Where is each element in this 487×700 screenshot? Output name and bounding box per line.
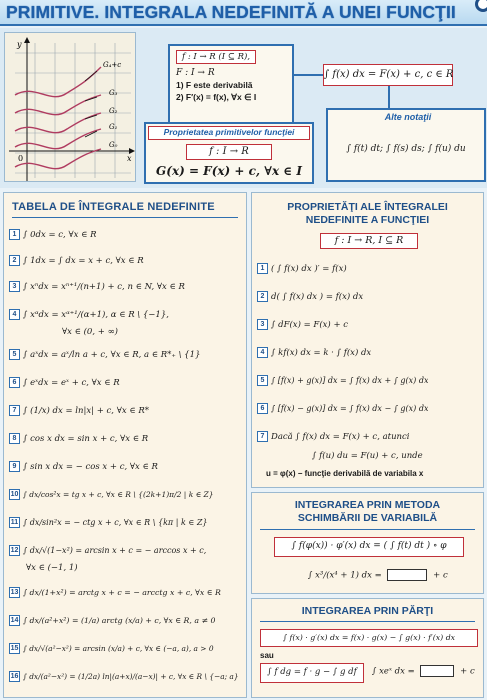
property-row: [252, 375, 485, 386]
row-number: 2: [9, 255, 20, 266]
table-row: [4, 309, 248, 320]
row-number: 5: [9, 349, 20, 360]
table-row: [4, 643, 248, 654]
formula: ( ∫ f(x) dx )′ = f(x): [271, 263, 347, 274]
alternate-notations-text: ∫ f(t) dt; ∫ f(s) ds; ∫ f(u) du: [346, 144, 466, 154]
property-row: [252, 347, 485, 358]
formula: d( ∫ f(x) dx ) = f(x) dx: [271, 291, 364, 302]
formula: ∫ dx/√(1−x²) = arcsin x + c = − arccos x + c,: [23, 546, 207, 555]
row-number: 3: [257, 319, 268, 330]
definition-domain: f : I → R (I ⊆ R),: [176, 50, 256, 64]
table-row: [4, 587, 248, 598]
formula: ∫ sin x dx = − cos x + c, ∀x ∈ R: [23, 461, 158, 472]
title-underline: [260, 529, 475, 530]
row-number: 12: [10, 547, 19, 554]
substitution-example: [308, 569, 448, 581]
table-row: [4, 671, 248, 682]
page-title: PRIMITIVE. INTEGRALA NEDEFINITĂ A UNEI FUNCŢII: [6, 2, 456, 22]
table-row: [4, 281, 248, 292]
properties-domain: f : I → R, I ⊆ R: [320, 233, 418, 249]
primitive-properties-formula: G(x) = F(x) + c, ∀x ∈ I: [156, 164, 302, 178]
table-row: [4, 433, 248, 444]
graph-svg: [5, 33, 137, 183]
row-number: 15: [10, 645, 19, 652]
alternate-notations-title: Alte notaţii: [384, 112, 432, 122]
property-row: [252, 403, 485, 414]
curve-g0: [15, 149, 101, 169]
properties-title: NEDEFINITE A FUNCŢIEI: [305, 214, 430, 226]
example-left: ∫ xeˣ dx =: [372, 666, 415, 677]
formula: ∫ xᵅdx = xᵅ⁺¹/(α+1), α ∈ R \ {−1},: [23, 309, 169, 320]
property-row: [252, 319, 485, 330]
row-number: 4: [9, 309, 20, 320]
example-right: + c: [433, 570, 448, 581]
top-section: [0, 28, 487, 188]
primitive-properties-title: Proprietatea primitivelor funcţiei: [148, 126, 310, 140]
definition-line: 1) F este derivabilă: [176, 80, 253, 90]
x-axis-label: x: [127, 154, 132, 163]
formula: ∫ [f(x) + g(x)] dx = ∫ f(x) dx + ∫ g(x) dx: [271, 376, 429, 385]
row-number: 10: [10, 491, 19, 498]
formula: ∫ aˣdx = aˣ/ln a + c, ∀x ∈ R, a ∈ R*₊ \ {1}: [23, 349, 201, 360]
table-row: [4, 377, 248, 388]
primitive-properties-domain: f : I → R: [186, 144, 272, 160]
row-number: 6: [9, 377, 20, 388]
title-underline: [12, 217, 238, 218]
curve-g3: [15, 95, 101, 115]
definition-line: 2) F′(x) = f(x), ∀x ∈ I: [176, 92, 257, 102]
integrals-table-panel: [3, 192, 247, 698]
formula: ∫ dx/(1+x²) = arctg x + c = − arcctg x + c, ∀x ∈ R: [23, 588, 221, 597]
curve-g4: [15, 67, 101, 97]
formula: ∫ eˣdx = eˣ + c, ∀x ∈ R: [23, 377, 120, 388]
row-number: 1: [9, 229, 20, 240]
parts-example: [372, 665, 475, 677]
formula: ∫ kf(x) dx = k · ∫ f(x) dx: [271, 347, 372, 358]
row-number: 14: [10, 617, 19, 624]
example-right: + c: [460, 666, 475, 677]
formula: ∫ (1/x) dx = ln|x| + c, ∀x ∈ R*: [23, 405, 149, 416]
answer-blank: [387, 569, 427, 581]
parts-formula-short: ∫ f dg = f · g − ∫ g df: [260, 663, 364, 683]
y-axis-label: y: [17, 40, 22, 49]
properties-panel: [251, 192, 484, 488]
title-underline: [260, 621, 475, 622]
row-number: 7: [257, 431, 268, 442]
substitution-panel: [251, 492, 484, 594]
table-row: [4, 349, 248, 360]
table-row: [4, 461, 248, 472]
row-number: 5: [257, 375, 268, 386]
curve-g2: [15, 113, 101, 133]
substitution-title: SCHIMBĂRII DE VARIABILĂ: [297, 512, 438, 524]
row-number: 1: [257, 263, 268, 274]
row-number: 11: [10, 519, 19, 526]
formula: ∫ dx/(a²+x²) = (1/a) arctg (x/a) + c, ∀x ∈ R, a ≠ 0: [23, 616, 216, 625]
curve-label: G₄+c: [103, 61, 122, 69]
property-condition: ∫ f(u) du = F(u) + c, unde: [312, 451, 423, 461]
integral-definition: ∫ f(x) dx = F(x) + c, c ∈ R: [323, 64, 453, 86]
formula: ∫ [f(x) − g(x)] dx = ∫ f(x) dx − ∫ g(x) dx: [271, 404, 429, 413]
row-number: 4: [257, 347, 268, 358]
row-number: 8: [9, 433, 20, 444]
parts-or-label: sau: [260, 651, 274, 660]
formula: ∫ dx/√(a²−x²) = arcsin (x/a) + c, ∀x ∈ (−a, a), a > 0: [23, 644, 214, 653]
parts-title: INTEGRAREA PRIN PĂRŢI: [301, 605, 434, 617]
curve-label: G₀: [109, 141, 118, 149]
formula-condition: ∀x ∈ (0, + ∞): [62, 327, 118, 337]
table-row: [4, 615, 248, 626]
table-row: [4, 517, 248, 528]
property-row: [252, 263, 485, 274]
row-number: 2: [257, 291, 268, 302]
substitution-formula: ∫ f(φ(x)) · φ′(x) dx = ( ∫ f(t) dt ) ∘ φ: [274, 537, 464, 557]
header-bar: [0, 0, 487, 26]
curve-label: G₂: [109, 107, 118, 115]
curve-label: G₃: [109, 89, 118, 97]
parts-panel: [251, 598, 484, 698]
property-row: [252, 291, 485, 302]
formula: ∫ dF(x) = F(x) + c: [271, 319, 349, 330]
row-number: 16: [10, 673, 19, 680]
formula: ∫ dx/cos²x = tg x + c, ∀x ∈ R \ {(2k+1)π/2 | k ∈ Z}: [23, 490, 214, 499]
row-number: 13: [10, 589, 19, 596]
formula: ∫ 0dx = c, ∀x ∈ R: [23, 229, 97, 240]
row-number: 7: [9, 405, 20, 416]
connector-line: [294, 74, 323, 76]
answer-blank: [420, 665, 454, 677]
row-number: 6: [257, 403, 268, 414]
connector-line: [388, 86, 390, 108]
formula: Dacă ∫ f(x) dx = F(x) + c, atunci: [271, 431, 410, 442]
definition-line: F : I → R: [176, 68, 215, 78]
formula-condition: ∀x ∈ (−1, 1): [26, 563, 78, 573]
formula: ∫ dx/sin²x = − ctg x + c, ∀x ∈ R \ {kπ | k ∈ Z}: [23, 518, 208, 527]
table-row: [4, 489, 248, 500]
properties-title: PROPRIETĂŢI ALE ÎNTEGRALEI: [287, 201, 448, 213]
table-row: [4, 229, 248, 240]
property-condition: u = φ(x) − funcţie derivabilă de variabila x: [266, 469, 424, 478]
alternate-notations-box: [326, 108, 486, 182]
curve-label: G₁: [109, 123, 118, 131]
table-row: [4, 255, 248, 266]
substitution-title: INTEGRAREA PRIN METODA: [294, 499, 441, 511]
table-row: [4, 405, 248, 416]
parts-formula: ∫ f(x) · g′(x) dx = f(x) · g(x) − ∫ g(x) · f′(x) dx: [260, 629, 478, 647]
row-number: 9: [9, 461, 20, 472]
formula: ∫ dx/(a²−x²) = (1/2a) ln|(a+x)/(a−x)| + c, ∀x ∈ R \ {−a; a}: [23, 672, 239, 681]
integrals-table-title: TABELA DE ÎNTEGRALE NEDEFINITE: [12, 201, 215, 213]
formula: ∫ cos x dx = sin x + c, ∀x ∈ R: [23, 433, 149, 444]
origin-label: 0: [18, 154, 24, 163]
property-row: [252, 431, 485, 442]
primitives-graph: [4, 32, 136, 182]
table-row: [4, 545, 248, 556]
example-left: ∫ x³/(x⁴ + 1) dx =: [308, 570, 382, 581]
formula: ∫ 1dx = ∫ dx = x + c, ∀x ∈ R: [23, 255, 144, 266]
primitive-properties-box: [144, 122, 314, 184]
corner-ring-icon: [475, 0, 487, 12]
formula: ∫ xⁿdx = xⁿ⁺¹/(n+1) + c, n ∈ N, ∀x ∈ R: [23, 281, 185, 292]
row-number: 3: [9, 281, 20, 292]
